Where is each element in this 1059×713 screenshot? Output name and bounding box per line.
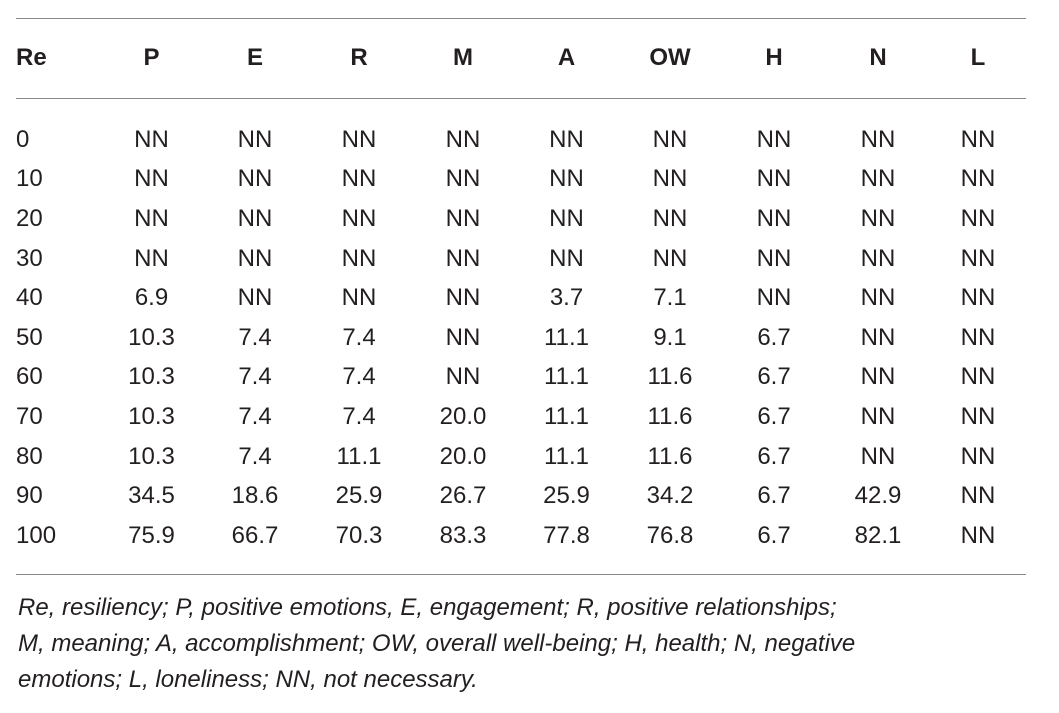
table-row [16,160,1026,200]
value-cell: NN [652,165,688,193]
value-cell: 20.0 [439,402,487,430]
value-cell: NN [960,402,996,430]
table-row [16,199,1026,239]
value-cell: 10.3 [128,363,175,391]
value-cell: NN [860,165,896,193]
value-cell: NN [445,125,481,153]
value-cell: 11.1 [544,363,589,391]
value-cell: NN [860,442,896,470]
value-cell: NN [860,402,896,430]
value-cell: 6.7 [757,363,791,391]
value-cell: NN [237,204,273,232]
value-cell: 6.7 [757,323,791,351]
value-cell: 6.7 [757,402,791,430]
value-cell: 10.3 [128,442,175,470]
table-bottom-rule [16,574,1026,575]
value-cell: NN [960,482,996,510]
value-cell: NN [652,244,688,272]
row-label-cell: 0 [16,125,30,153]
row-label-cell: 30 [16,244,43,272]
value-cell: 18.6 [231,482,279,510]
value-cell: NN [445,284,481,312]
value-cell: 25.9 [335,482,383,510]
value-cell: NN [960,204,996,232]
table-body [16,98,1026,556]
value-cell: 10.3 [128,402,175,430]
value-cell: 75.9 [128,521,175,549]
value-cell: NN [960,323,996,351]
value-cell: NN [237,125,273,153]
value-cell: NN [445,204,481,232]
value-cell: NN [756,284,792,312]
footnote-line: emotions; L, loneliness; NN, not necessary. [18,666,478,693]
value-cell: NN [652,204,688,232]
value-cell: 9.1 [653,323,687,351]
value-cell: 6.7 [757,521,791,549]
value-cell: 11.6 [647,402,693,430]
value-cell: 11.6 [647,442,693,470]
value-cell: 7.4 [238,442,272,470]
value-cell: NN [756,204,792,232]
value-cell: 25.9 [543,482,590,510]
value-cell: 66.7 [231,521,279,549]
table-row [16,397,1026,437]
value-cell: NN [134,165,169,193]
value-cell: NN [341,284,377,312]
column-header-n: N [869,44,887,71]
value-cell: 7.4 [238,402,272,430]
table-row [16,516,1026,556]
value-cell: NN [860,125,896,153]
value-cell: NN [860,204,896,232]
value-cell: NN [652,125,688,153]
column-header-ow: OW [649,44,691,71]
value-cell: 7.4 [342,323,376,351]
value-cell: NN [445,244,481,272]
row-label-cell: 10 [16,165,43,193]
value-cell: NN [756,244,792,272]
column-header-a: A [557,44,576,71]
value-cell: NN [960,442,996,470]
value-cell: 7.4 [342,402,376,430]
column-header-r: R [350,44,368,71]
value-cell: 11.1 [336,442,382,470]
table-row [16,476,1026,516]
value-cell: NN [549,204,584,232]
value-cell: NN [549,244,584,272]
table-row [16,358,1026,398]
column-header-p: P [143,44,160,71]
value-cell: NN [860,323,896,351]
table-row [16,98,1026,160]
value-cell: NN [445,323,481,351]
value-cell: 11.1 [544,442,589,470]
row-label-cell: 50 [16,323,43,351]
value-cell: 6.7 [757,482,791,510]
value-cell: NN [960,165,996,193]
value-cell: 26.7 [439,482,487,510]
value-cell: NN [860,284,896,312]
value-cell: 7.4 [342,363,376,391]
value-cell: 7.4 [238,323,272,351]
value-cell: NN [134,125,169,153]
value-cell: 6.7 [757,442,791,470]
row-label-cell: 40 [16,284,43,312]
value-cell: NN [549,165,584,193]
value-cell: NN [960,244,996,272]
value-cell: NN [960,521,996,549]
row-label-cell: 70 [16,402,43,430]
value-cell: 7.1 [653,284,687,312]
value-cell: 11.1 [544,323,589,351]
value-cell: NN [549,125,584,153]
value-cell: 76.8 [646,521,694,549]
footnote-line: M, meaning; A, accomplishment; OW, overall well-being; H, health; N, negative [18,630,856,657]
column-header-m: M [453,44,473,71]
value-cell: 20.0 [439,442,487,470]
row-label-cell: 60 [16,363,43,391]
value-cell: NN [960,284,996,312]
row-label-cell: 20 [16,204,43,232]
value-cell: NN [237,165,273,193]
row-label-cell: 80 [16,442,43,470]
value-cell: NN [960,363,996,391]
value-cell: NN [756,165,792,193]
value-cell: NN [445,363,481,391]
table-row [16,239,1026,279]
value-cell: NN [134,204,169,232]
value-cell: 10.3 [128,323,175,351]
table-row [16,437,1026,477]
value-cell: 77.8 [543,521,590,549]
value-cell: NN [134,244,169,272]
value-cell: 11.1 [544,402,589,430]
row-label-cell: 90 [16,482,43,510]
value-cell: 34.5 [128,482,175,510]
column-header-h: H [765,44,783,71]
value-cell: NN [860,244,896,272]
value-cell: NN [237,244,273,272]
value-cell: NN [341,125,377,153]
table-row [16,278,1026,318]
value-cell: NN [445,165,481,193]
value-cell: NN [341,165,377,193]
footnote-line: Re, resiliency; P, positive emotions, E, engagement; R, positive relationships; [18,594,837,621]
table-footnote [18,590,1018,698]
value-cell: 82.1 [854,521,902,549]
value-cell: 42.9 [854,482,902,510]
value-cell: 34.2 [646,482,694,510]
column-header-e: E [246,44,263,71]
value-cell: 83.3 [439,521,487,549]
table-header-row [16,18,1026,98]
value-cell: NN [237,284,273,312]
value-cell: NN [960,125,996,153]
value-cell: 3.7 [549,284,584,312]
row-label-cell: 100 [16,521,57,549]
resiliency-table [16,18,1026,556]
value-cell: NN [341,244,377,272]
value-cell: NN [756,125,792,153]
column-header-re: Re [16,44,47,71]
table-row [16,318,1026,358]
value-cell: 70.3 [335,521,383,549]
value-cell: 11.6 [647,363,693,391]
value-cell: 6.9 [134,284,169,312]
value-cell: NN [860,363,896,391]
value-cell: NN [341,204,377,232]
value-cell: 7.4 [238,363,272,391]
column-header-l: L [970,44,986,71]
